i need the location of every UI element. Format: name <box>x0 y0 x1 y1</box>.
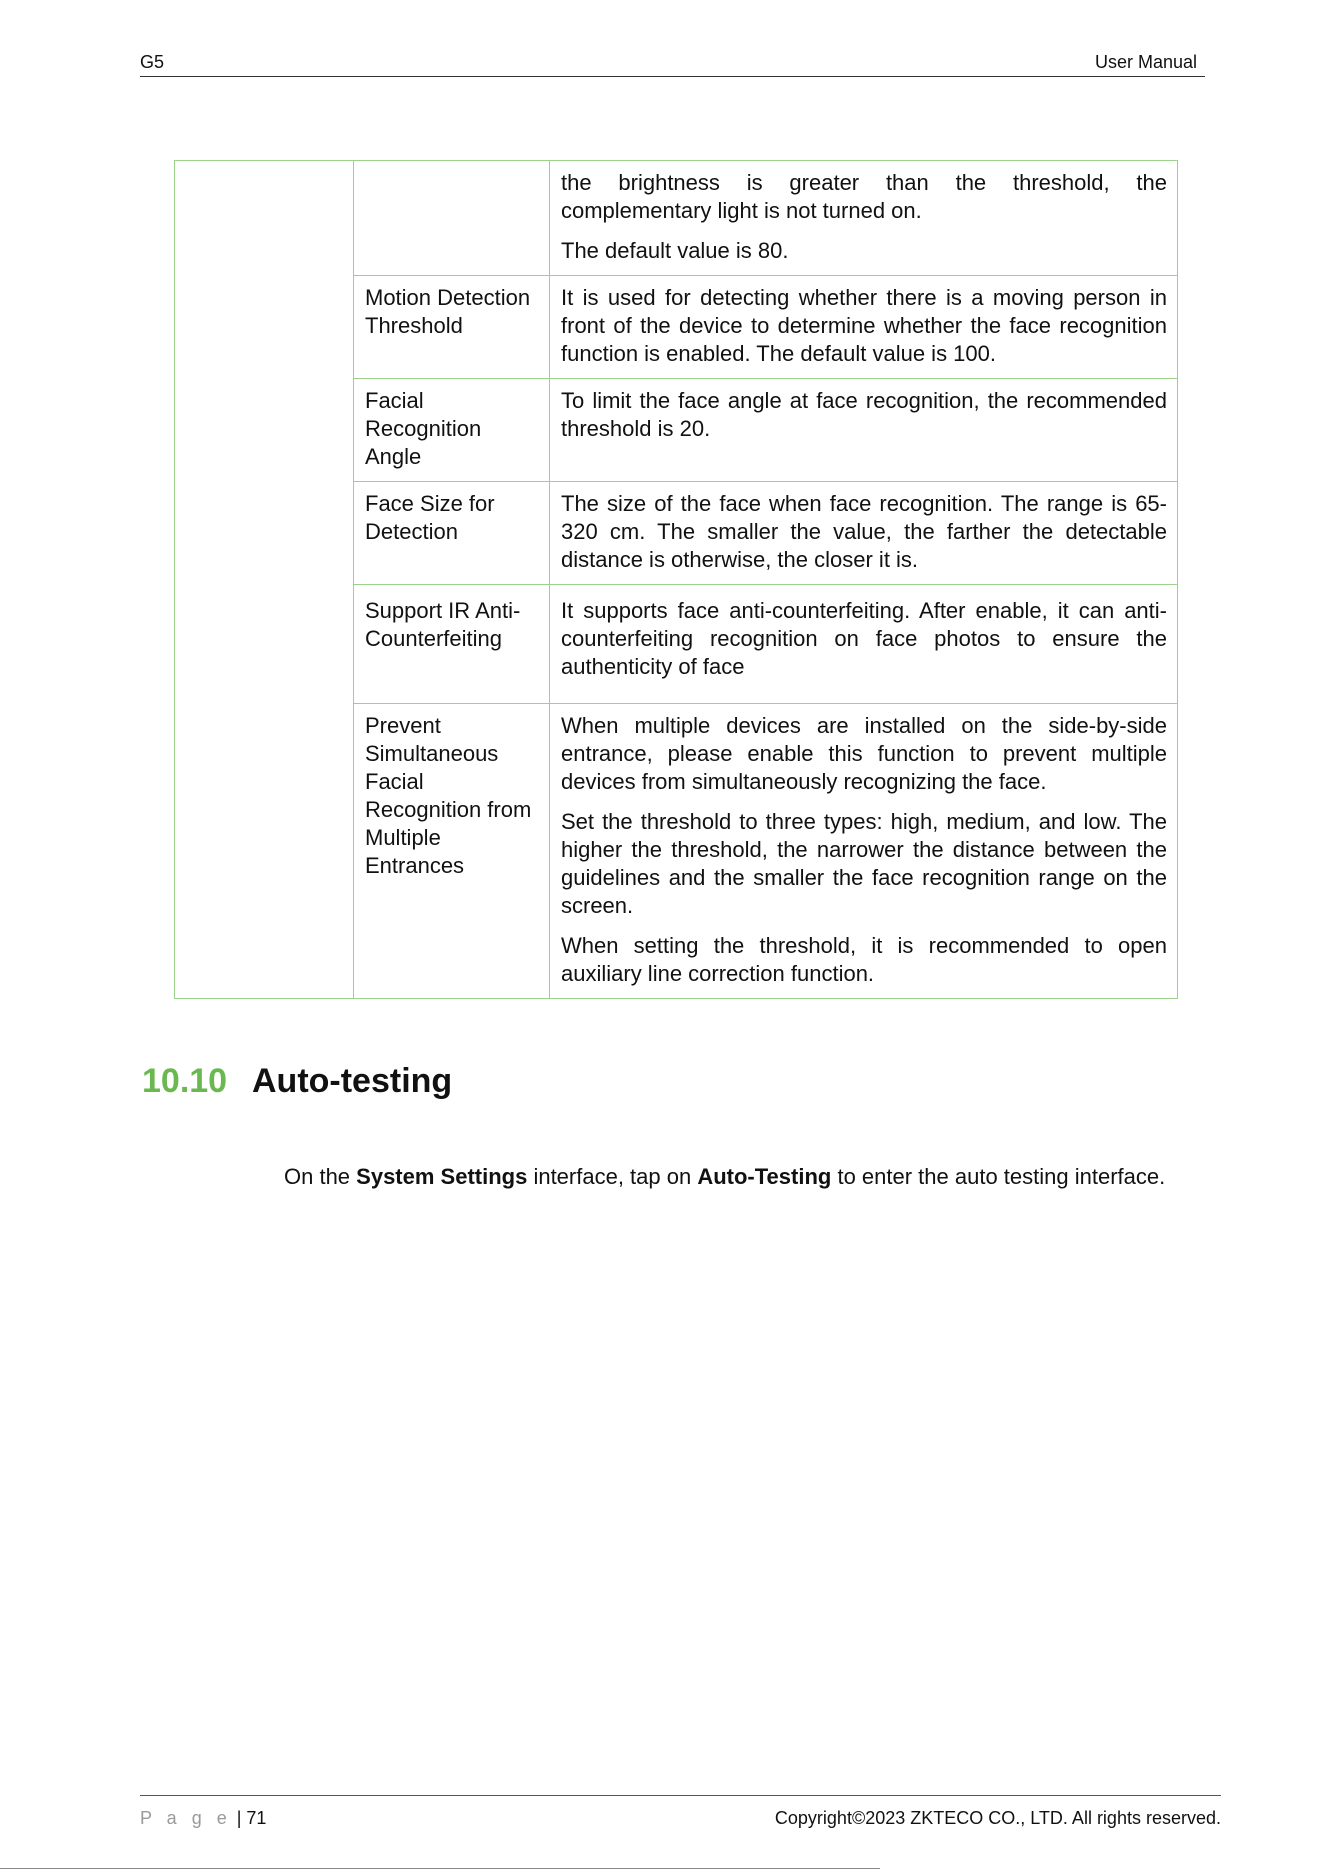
parameter-table <box>174 160 1178 999</box>
header-doc-title: User Manual <box>1094 52 1197 72</box>
param-desc <box>550 161 1178 276</box>
page-separator: | <box>231 1808 247 1828</box>
page-label: P a g e <box>140 1808 232 1828</box>
param-desc-text: When multiple devices are installed on the side-by-side entrance, please enable this function to prevent multiple devices from simultaneously recognizing the face. <box>561 713 1167 794</box>
param-desc-text: The default value is 80. <box>561 238 789 263</box>
param-name: Prevent Simultaneous Facial Recognition from Multiple Entrances <box>354 704 550 999</box>
param-desc-text: The size of the face when face recognition. The range is 65-320 cm. The smaller the value, the farther the detectable distance is otherwise, the closer it is. <box>561 491 1167 572</box>
paragraph-text: On the <box>284 1164 357 1189</box>
page-header <box>140 48 1205 77</box>
param-name: Support IR Anti-Counterfeiting <box>354 585 550 704</box>
param-desc-text: It supports face anti-counterfeiting. After enable, it can anti-counterfeiting recognition on face photos to ensure the authenticity of face <box>561 598 1167 679</box>
menu-column-cell <box>175 161 354 999</box>
param-desc <box>550 585 1178 704</box>
param-desc-text: the brightness is greater than the threshold, the complementary light is not turned on. <box>561 170 1167 223</box>
bottom-divider <box>0 1868 880 1869</box>
paragraph-text: interface, tap on <box>527 1164 698 1189</box>
param-name: Facial Recognition Angle <box>354 379 550 482</box>
param-desc <box>550 276 1178 379</box>
param-name: Motion Detection Threshold <box>354 276 550 379</box>
section-heading <box>142 1062 452 1101</box>
paragraph-bold: Auto-Testing <box>697 1164 832 1189</box>
body-paragraph <box>284 1164 1165 1190</box>
paragraph-bold: System Settings <box>356 1164 528 1189</box>
section-title: Auto-testing <box>252 1062 453 1100</box>
copyright: Copyright©2023 ZKTECO CO., LTD. All rights reserved. <box>774 1808 1221 1828</box>
param-desc-text: It is used for detecting whether there is a moving person in front of the device to determine whether the face recognition function is enabled. The default value is 100. <box>561 285 1167 366</box>
param-desc-text: Set the threshold to three types: high, medium, and low. The higher the threshold, the narrower the distance between the guidelines and the smaller the face recognition range on the screen. <box>561 809 1167 918</box>
header-product: G5 <box>140 52 165 72</box>
param-desc <box>550 482 1178 585</box>
page-footer <box>140 1795 1221 1826</box>
param-desc <box>550 379 1178 482</box>
param-desc <box>550 704 1178 999</box>
param-desc-text: When setting the threshold, it is recommended to open auxiliary line correction function. <box>561 933 1167 986</box>
paragraph-text: to enter the auto testing interface. <box>831 1164 1166 1189</box>
section-number: 10.10 <box>142 1062 228 1100</box>
param-name <box>354 161 550 276</box>
param-desc-text: To limit the face angle at face recognition, the recommended threshold is 20. <box>561 388 1167 441</box>
page-indicator <box>140 1808 266 1829</box>
page-number: 71 <box>246 1808 267 1828</box>
table-row <box>175 161 1178 276</box>
param-name: Face Size for Detection <box>354 482 550 585</box>
